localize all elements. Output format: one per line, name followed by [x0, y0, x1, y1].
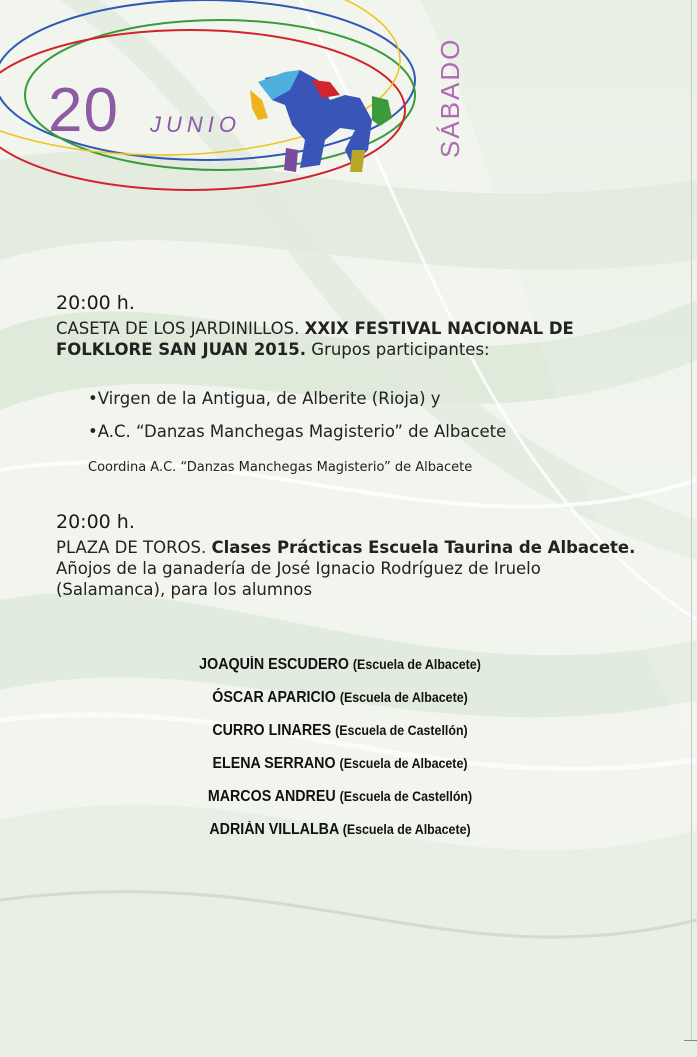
list-item: [64, 813, 616, 846]
list-item: [64, 681, 616, 714]
student-school: (Escuela de Albacete): [339, 756, 468, 771]
event-detail: Añojos de la ganadería de José Ignacio Rodríguez de Iruelo (Salamanca), para los alumnos: [56, 559, 541, 599]
student-school: (Escuela de Albacete): [339, 690, 468, 705]
event-time: 20:00 h.: [56, 292, 135, 314]
page-edge-line: [691, 0, 692, 1040]
event-description: [56, 537, 646, 600]
list-item: [64, 747, 616, 780]
student-school: (Escuela de Albacete): [342, 822, 471, 837]
event-description: [56, 318, 646, 360]
event-bullfighting-class: [56, 509, 646, 600]
student-name: ELENA SERRANO: [212, 755, 336, 772]
date-header: [0, 0, 480, 200]
student-school: (Escuela de Castellón): [339, 789, 473, 804]
student-school: (Escuela de Castellón): [335, 723, 468, 738]
month-label: JUNIO: [150, 112, 241, 137]
event-place: CASETA DE LOS JARDINILLOS.: [56, 319, 300, 338]
event-title: XXIX FESTIVAL NACIONAL DE FOLKLORE SAN JUAN 2015.: [56, 319, 574, 359]
list-item: [64, 780, 616, 813]
event-detail: Grupos participantes:: [311, 340, 490, 359]
student-name: MARCOS ANDREU: [207, 788, 336, 805]
event-folklore: [56, 290, 646, 475]
list-item: [64, 714, 616, 747]
event-title: Clases Prácticas Escuela Taurina de Albacete.: [211, 538, 636, 557]
list-item: •Virgen de la Antigua, de Alberite (Rioja) y: [88, 389, 441, 408]
crop-mark: [684, 1040, 697, 1041]
coordination-note: Coordina A.C. “Danzas Manchegas Magisterio” de Albacete: [88, 460, 473, 475]
event-place: PLAZA DE TOROS.: [56, 538, 207, 557]
list-item: [64, 648, 616, 681]
student-name: JOAQUÍN ESCUDERO: [199, 656, 349, 673]
student-list: [40, 648, 640, 846]
student-name: ÓSCAR APARICIO: [212, 689, 336, 706]
event-time: 20:00 h.: [56, 511, 135, 533]
participant-list: [56, 382, 646, 448]
student-name: CURRO LINARES: [212, 722, 332, 739]
list-item: •A.C. “Danzas Manchegas Magisterio” de Albacete: [88, 422, 507, 441]
weekday-label: SÁBADO: [435, 37, 465, 159]
day-number: 20: [48, 76, 119, 145]
student-name: ADRIÁN VILLALBA: [209, 821, 339, 838]
student-school: (Escuela de Albacete): [352, 657, 481, 672]
